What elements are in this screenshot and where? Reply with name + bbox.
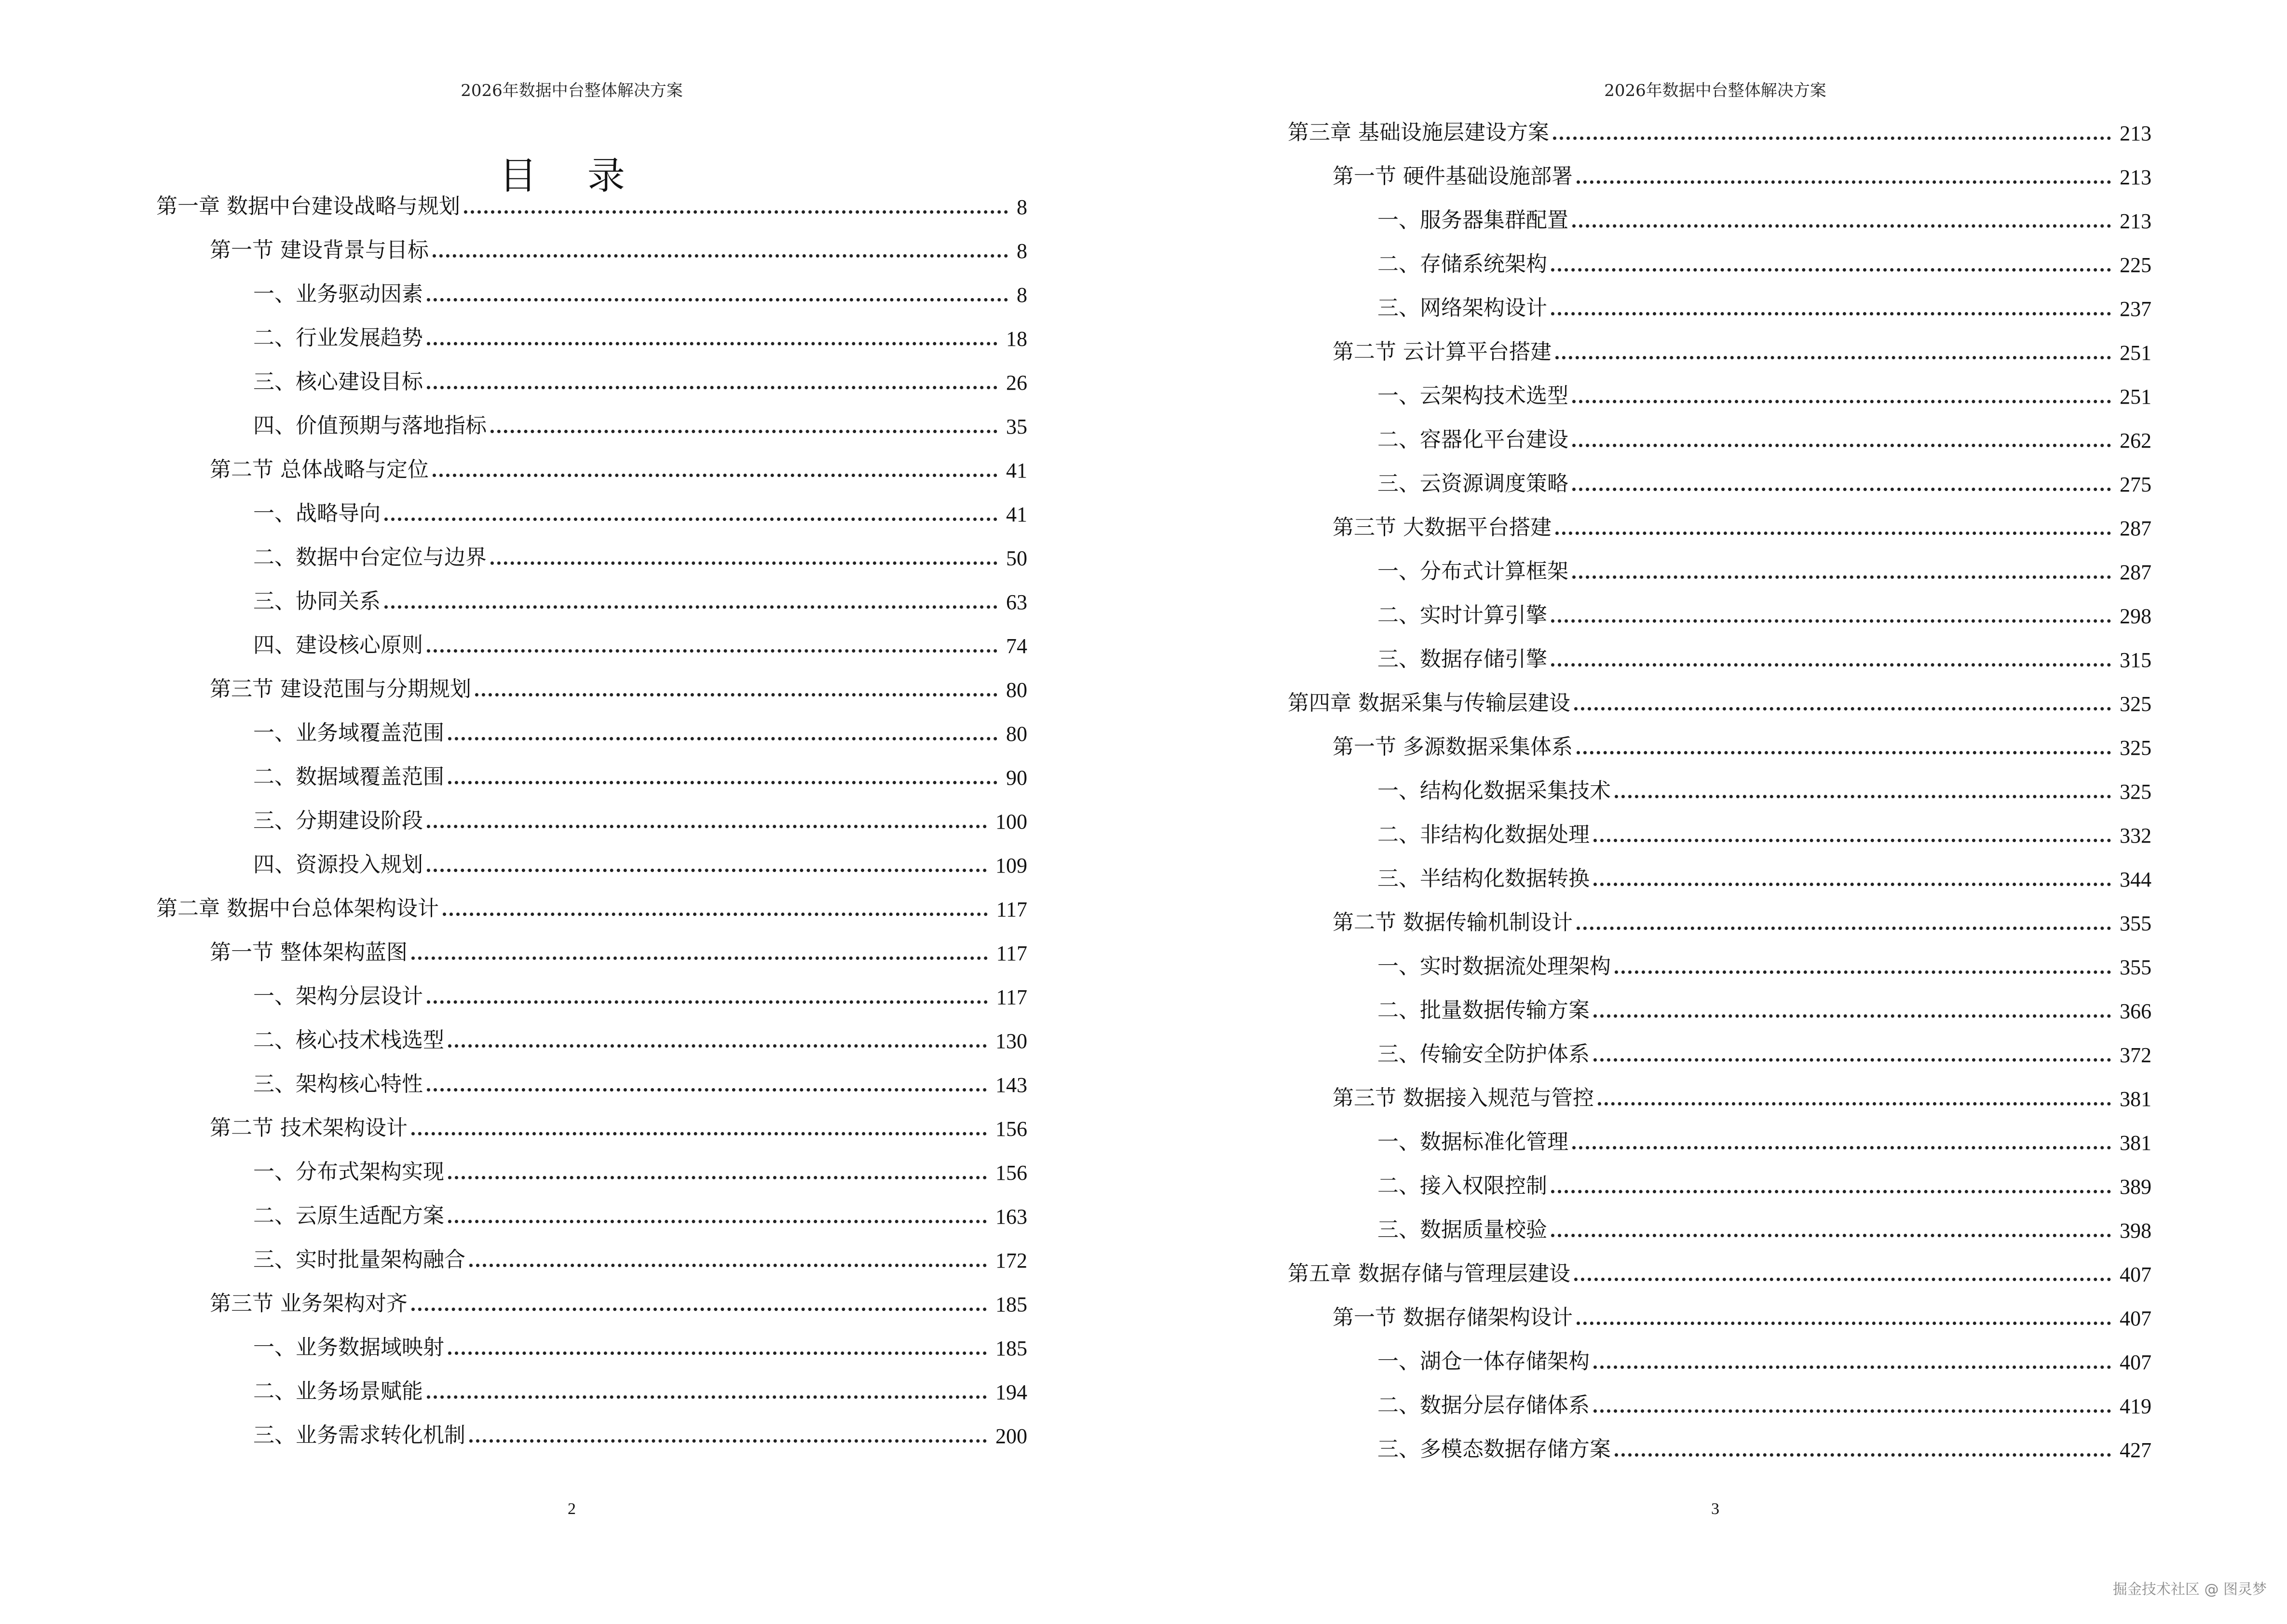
toc-entry-level-1[interactable] (156, 893, 1027, 922)
toc-entry-page: 35 (1006, 415, 1027, 438)
toc-entry-page: 427 (2120, 1438, 2151, 1462)
toc-entry-label: 第三章 基础设施层建设方案 (1288, 120, 1549, 145)
watermark: 掘金技术社区 @ 图灵梦 (2112, 1581, 2267, 1598)
toc-entry-level-2[interactable] (1333, 336, 2151, 365)
toc-entry-label: 三、实时批量架构融合 (253, 1247, 465, 1272)
toc-entry-level-3[interactable] (1377, 248, 2151, 277)
dot-leader (433, 254, 1008, 258)
toc-entry-page: 90 (1006, 766, 1027, 790)
toc-entry-page: 117 (996, 942, 1027, 965)
toc-entry-page: 213 (2120, 122, 2151, 145)
toc-entry-page: 100 (995, 810, 1027, 833)
toc-entry-level-3[interactable] (253, 366, 1027, 395)
toc-entry-label: 二、数据域覆盖范围 (253, 764, 444, 789)
toc-entry-label: 二、业务场景赋能 (253, 1379, 423, 1404)
dot-leader (1577, 751, 2111, 754)
toc-entry-level-2[interactable] (1333, 731, 2151, 760)
dot-leader (475, 693, 997, 696)
toc-entry-level-3[interactable] (1377, 205, 2151, 233)
toc-entry-level-2[interactable] (1333, 161, 2151, 190)
toc-entry-page: 50 (1006, 546, 1027, 570)
dot-leader (1551, 663, 2111, 667)
toc-entry-level-2[interactable] (1333, 1082, 2151, 1111)
dot-leader (448, 1220, 987, 1223)
toc-entry-level-3[interactable] (1377, 556, 2151, 585)
dot-leader (1551, 1190, 2111, 1193)
toc-entry-level-2[interactable] (210, 1112, 1027, 1141)
toc-entry-label: 四、建设核心原则 (253, 633, 423, 657)
toc-entry-page: 156 (995, 1161, 1027, 1185)
toc-entry-page: 130 (995, 1029, 1027, 1053)
toc-entry-level-2[interactable] (210, 454, 1027, 483)
toc-entry-level-3[interactable] (1377, 1390, 2151, 1419)
toc-entry-label: 二、核心技术栈选型 (253, 1028, 444, 1052)
dot-leader (427, 386, 997, 389)
dot-leader (1555, 356, 2111, 359)
toc-entry-label: 二、数据中台定位与边界 (253, 545, 487, 570)
dot-leader (1593, 1365, 2111, 1369)
toc-entry-level-3[interactable] (253, 1419, 1027, 1448)
toc-entry-page: 251 (2120, 341, 2151, 365)
dot-leader (1598, 1102, 2111, 1105)
dot-leader (1572, 400, 2111, 403)
toc-entry-label: 三、业务需求转化机制 (253, 1423, 465, 1447)
toc-entry-page: 407 (2120, 1307, 2151, 1330)
dot-leader (427, 869, 987, 872)
dot-leader (1615, 795, 2111, 798)
toc-entry-label: 一、业务域覆盖范围 (253, 721, 444, 745)
dot-leader (1572, 488, 2111, 491)
toc-entry-page: 200 (995, 1424, 1027, 1448)
toc-entry-label: 第三节 建设范围与分期规划 (210, 677, 471, 701)
toc-entry-page: 381 (2120, 1131, 2151, 1155)
toc-entry-level-2[interactable] (210, 234, 1027, 263)
toc-entry-level-3[interactable] (1377, 951, 2151, 980)
toc-entry-level-2[interactable] (210, 673, 1027, 702)
toc-entry-page: 63 (1006, 590, 1027, 614)
dot-leader (469, 1264, 987, 1267)
toc-entry-label: 三、数据质量校验 (1377, 1217, 1547, 1242)
toc-entry-label: 二、实时计算引擎 (1377, 603, 1547, 628)
dot-leader (490, 561, 997, 565)
toc-entry-label: 第三节 大数据平台搭建 (1333, 515, 1552, 540)
toc-entry-level-3[interactable] (253, 1024, 1027, 1053)
toc-entry-level-3[interactable] (253, 410, 1027, 439)
toc-entry-label: 三、架构核心特性 (253, 1072, 423, 1096)
toc-entry-label: 第一节 整体架构蓝图 (210, 940, 408, 965)
toc-entry-label: 第二章 数据中台总体架构设计 (156, 896, 439, 921)
toc-entry-level-3[interactable] (1377, 1126, 2151, 1155)
toc-entry-page: 237 (2120, 297, 2151, 321)
toc-entry-label: 二、批量数据传输方案 (1377, 998, 1590, 1023)
toc-entry-page: 251 (2120, 385, 2151, 409)
toc-entry-page: 41 (1006, 459, 1027, 482)
dot-leader (448, 737, 997, 740)
toc-entry-page: 275 (2120, 473, 2151, 496)
toc-entry-label: 一、数据标准化管理 (1377, 1130, 1568, 1154)
toc-entry-level-3[interactable] (1377, 600, 2151, 628)
toc-entry-page: 117 (996, 898, 1027, 921)
toc-entry-page: 8 (1017, 283, 1027, 307)
toc-entry-label: 第四章 数据采集与传输层建设 (1288, 691, 1570, 715)
toc-entry-label: 四、资源投入规划 (253, 852, 423, 877)
toc-entry-label: 三、多模态数据存储方案 (1377, 1437, 1611, 1461)
toc-entry-page: 372 (2120, 1043, 2151, 1067)
toc-entry-label: 一、业务驱动因素 (253, 282, 423, 306)
toc-entry-page: 366 (2120, 999, 2151, 1023)
toc-entry-page: 80 (1006, 678, 1027, 702)
dot-leader (427, 825, 987, 828)
toc-entry-label: 第五章 数据存储与管理层建设 (1288, 1261, 1570, 1286)
toc-entry-label: 第一节 硬件基础设施部署 (1333, 164, 1573, 189)
toc-entry-level-3[interactable] (253, 1068, 1027, 1097)
toc-entry-level-1[interactable] (1288, 1258, 2151, 1287)
dot-leader (1577, 927, 2111, 930)
toc-entry-level-3[interactable] (253, 1200, 1027, 1229)
dot-leader (384, 518, 997, 521)
toc-entry-label: 三、云资源调度策略 (1377, 471, 1568, 496)
dot-leader (448, 781, 997, 784)
toc-entry-page: 287 (2120, 560, 2151, 584)
toc-entry-level-3[interactable] (1377, 863, 2151, 892)
page-number: 3 (1711, 1500, 1719, 1518)
dot-leader (469, 1439, 987, 1443)
toc-entry-level-3[interactable] (1377, 380, 2151, 409)
toc-entry-label: 一、湖仓一体存储架构 (1377, 1349, 1590, 1374)
toc-entry-page: 325 (2120, 736, 2151, 760)
toc-entry-page: 298 (2120, 604, 2151, 628)
toc-entry-label: 第一节 数据存储架构设计 (1333, 1305, 1573, 1330)
toc-entry-label: 第二节 数据传输机制设计 (1333, 910, 1573, 935)
toc-entry-level-3[interactable] (253, 761, 1027, 790)
toc-entry-label: 一、实时数据流处理架构 (1377, 954, 1611, 979)
toc-entry-level-3[interactable] (1377, 775, 2151, 804)
dot-leader (427, 1088, 987, 1092)
toc-entry-level-2[interactable] (210, 937, 1027, 966)
toc-entry-level-3[interactable] (253, 278, 1027, 307)
toc-entry-level-3[interactable] (253, 981, 1027, 1010)
dot-leader (427, 1395, 987, 1399)
toc-entry-level-3[interactable] (1377, 1170, 2151, 1199)
toc-entry-page: 117 (996, 985, 1027, 1009)
dot-leader (1572, 224, 2111, 228)
dot-leader (1553, 136, 2111, 140)
dot-leader (427, 649, 997, 653)
toc-entry-label: 第三节 数据接入规范与管控 (1333, 1086, 1594, 1110)
dot-leader (443, 913, 988, 916)
toc-entry-label: 第二节 云计算平台搭建 (1333, 340, 1552, 364)
dot-leader (1572, 444, 2111, 447)
toc-entry-page: 389 (2120, 1175, 2151, 1199)
toc-entry-label: 三、核心建设目标 (253, 369, 423, 394)
dot-leader (448, 1044, 987, 1048)
toc-entry-page: 143 (995, 1073, 1027, 1097)
toc-entry-label: 二、非结构化数据处理 (1377, 822, 1590, 847)
toc-entry-page: 287 (2120, 517, 2151, 540)
toc-entry-label: 三、传输安全防护体系 (1377, 1042, 1590, 1066)
dot-leader (1551, 312, 2111, 315)
dot-leader (1593, 883, 2111, 886)
toc-entry-level-3[interactable] (1377, 643, 2151, 672)
toc-entry-label: 二、接入权限控制 (1377, 1174, 1547, 1198)
dot-leader (1551, 1234, 2111, 1237)
toc-entry-label: 一、业务数据域映射 (253, 1335, 444, 1360)
toc-entry-label: 三、半结构化数据转换 (1377, 866, 1590, 891)
toc-entry-level-2[interactable] (1333, 907, 2151, 936)
dot-leader (1593, 1014, 2111, 1018)
toc-entry-page: 213 (2120, 165, 2151, 189)
dot-leader (1577, 1322, 2111, 1325)
toc-entry-page: 325 (2120, 780, 2151, 804)
toc-entry-label: 第三节 业务架构对齐 (210, 1291, 408, 1316)
toc-entry-label: 一、分布式架构实现 (253, 1160, 444, 1184)
toc-entry-label: 二、云原生适配方案 (253, 1203, 444, 1228)
dot-leader (1577, 180, 2111, 184)
toc-entry-level-3[interactable] (253, 498, 1027, 527)
toc-entry-level-3[interactable] (1377, 995, 2151, 1024)
toc-entry-page: 332 (2120, 824, 2151, 847)
toc-entry-page: 26 (1006, 371, 1027, 395)
dot-leader (490, 430, 997, 433)
toc-entry-level-3[interactable] (253, 805, 1027, 834)
toc-entry-level-1[interactable] (1288, 117, 2151, 146)
toc-entry-level-3[interactable] (253, 542, 1027, 571)
toc-entry-label: 二、容器化平台建设 (1377, 427, 1568, 452)
toc-entry-level-3[interactable] (253, 586, 1027, 614)
toc-entry-page: 172 (995, 1249, 1027, 1272)
toc-entry-page: 381 (2120, 1087, 2151, 1111)
toc-entry-level-3[interactable] (1377, 819, 2151, 848)
dot-leader (427, 342, 997, 345)
dot-leader (1551, 619, 2111, 623)
toc-entry-level-3[interactable] (1377, 1346, 2151, 1375)
toc-entry-level-3[interactable] (1377, 292, 2151, 321)
dot-leader (411, 956, 988, 960)
toc-entry-page: 315 (2120, 648, 2151, 672)
toc-entry-level-3[interactable] (253, 1332, 1027, 1361)
toc-entry-label: 三、数据存储引擎 (1377, 647, 1547, 671)
toc-entry-page: 407 (2120, 1351, 2151, 1374)
toc-entry-level-3[interactable] (253, 1376, 1027, 1405)
dot-leader (384, 605, 997, 609)
toc-entry-label: 三、协同关系 (253, 589, 381, 614)
toc-entry-page: 80 (1006, 722, 1027, 746)
toc-entry-page: 185 (995, 1337, 1027, 1360)
toc-entry-page: 109 (995, 854, 1027, 877)
dot-leader (427, 298, 1008, 301)
toc-title: 目 录 (499, 154, 644, 198)
toc-entry-level-1[interactable] (1288, 687, 2151, 716)
toc-entry-page: 225 (2120, 253, 2151, 277)
dot-leader (1593, 1409, 2111, 1413)
toc-entry-page: 18 (1006, 327, 1027, 351)
toc-entry-level-3[interactable] (1377, 1214, 2151, 1243)
toc-entry-page: 325 (2120, 692, 2151, 716)
toc-entry-level-3[interactable] (253, 1244, 1027, 1273)
toc-entry-level-3[interactable] (1377, 1038, 2151, 1067)
dot-leader (448, 1176, 987, 1179)
dot-leader (1593, 839, 2111, 842)
toc-entry-label: 第一节 建设背景与目标 (210, 238, 429, 262)
toc-entry-level-1[interactable] (156, 191, 1027, 219)
toc-entry-label: 一、云架构技术选型 (1377, 383, 1568, 408)
dot-leader (1574, 1278, 2111, 1281)
dot-leader (1574, 707, 2111, 710)
toc-entry-page: 8 (1017, 195, 1027, 219)
toc-entry-label: 二、行业发展趋势 (253, 326, 423, 350)
toc-entry-level-3[interactable] (1377, 468, 2151, 497)
dot-leader (1615, 970, 2111, 974)
dot-leader (448, 1351, 987, 1355)
toc-entry-label: 第二节 技术架构设计 (210, 1116, 408, 1140)
toc-entry-label: 三、网络架构设计 (1377, 296, 1547, 320)
toc-entry-page: 163 (995, 1205, 1027, 1228)
toc-entry-page: 156 (995, 1117, 1027, 1141)
toc-entry-page: 41 (1006, 503, 1027, 526)
running-header: 2026年数据中台整体解决方案 (1604, 81, 1826, 100)
toc-entry-page: 355 (2120, 912, 2151, 935)
toc-entry-page: 398 (2120, 1219, 2151, 1242)
toc-entry-label: 一、分布式计算框架 (1377, 559, 1568, 584)
toc-entry-label: 一、结构化数据采集技术 (1377, 778, 1611, 803)
toc-entry-level-3[interactable] (253, 629, 1027, 658)
toc-entry-page: 8 (1017, 239, 1027, 263)
toc-entry-page: 262 (2120, 429, 2151, 452)
dot-leader (464, 210, 1008, 214)
dot-leader (411, 1132, 987, 1135)
toc-entry-label: 一、架构分层设计 (253, 984, 423, 1009)
dot-leader (433, 474, 997, 477)
toc-entry-page: 419 (2120, 1394, 2151, 1418)
toc-entry-label: 一、战略导向 (253, 501, 381, 526)
toc-entry-label: 四、价值预期与落地指标 (253, 413, 487, 438)
toc-entry-label: 一、服务器集群配置 (1377, 208, 1568, 232)
toc-entry-label: 第二节 总体战略与定位 (210, 457, 429, 482)
toc-entry-level-3[interactable] (253, 849, 1027, 878)
dot-leader (1615, 1453, 2111, 1457)
toc-entry-page: 344 (2120, 868, 2151, 891)
toc-entry-level-2[interactable] (210, 1288, 1027, 1317)
toc-entry-label: 二、数据分层存储体系 (1377, 1393, 1590, 1418)
toc-entry-label: 第一章 数据中台建设战略与规划 (156, 194, 460, 218)
dot-leader (1572, 575, 2111, 579)
dot-leader (1551, 268, 2111, 272)
dot-leader (411, 1308, 987, 1311)
toc-entry-level-3[interactable] (253, 322, 1027, 351)
toc-entry-level-3[interactable] (253, 717, 1027, 746)
toc-entry-level-3[interactable] (253, 1156, 1027, 1185)
toc-entry-page: 74 (1006, 634, 1027, 658)
toc-entry-page: 185 (995, 1293, 1027, 1316)
toc-entry-level-2[interactable] (1333, 1302, 2151, 1331)
toc-entry-page: 194 (995, 1380, 1027, 1404)
toc-entry-level-3[interactable] (1377, 424, 2151, 453)
toc-entry-label: 第一节 多源数据采集体系 (1333, 735, 1573, 759)
dot-leader (1593, 1058, 2111, 1062)
page-number: 2 (568, 1500, 576, 1518)
running-header: 2026年数据中台整体解决方案 (461, 81, 683, 100)
toc-entry-page: 213 (2120, 209, 2151, 233)
toc-entry-label: 三、分期建设阶段 (253, 808, 423, 833)
dot-leader (1555, 532, 2111, 535)
toc-entry-label: 二、存储系统架构 (1377, 252, 1547, 276)
toc-entry-level-2[interactable] (1333, 512, 2151, 541)
toc-page-right (1144, 0, 2287, 1624)
toc-entry-page: 407 (2120, 1263, 2151, 1286)
dot-leader (1572, 1146, 2111, 1149)
toc-entry-level-3[interactable] (1377, 1433, 2151, 1462)
dot-leader (427, 1000, 988, 1004)
toc-entry-page: 355 (2120, 955, 2151, 979)
